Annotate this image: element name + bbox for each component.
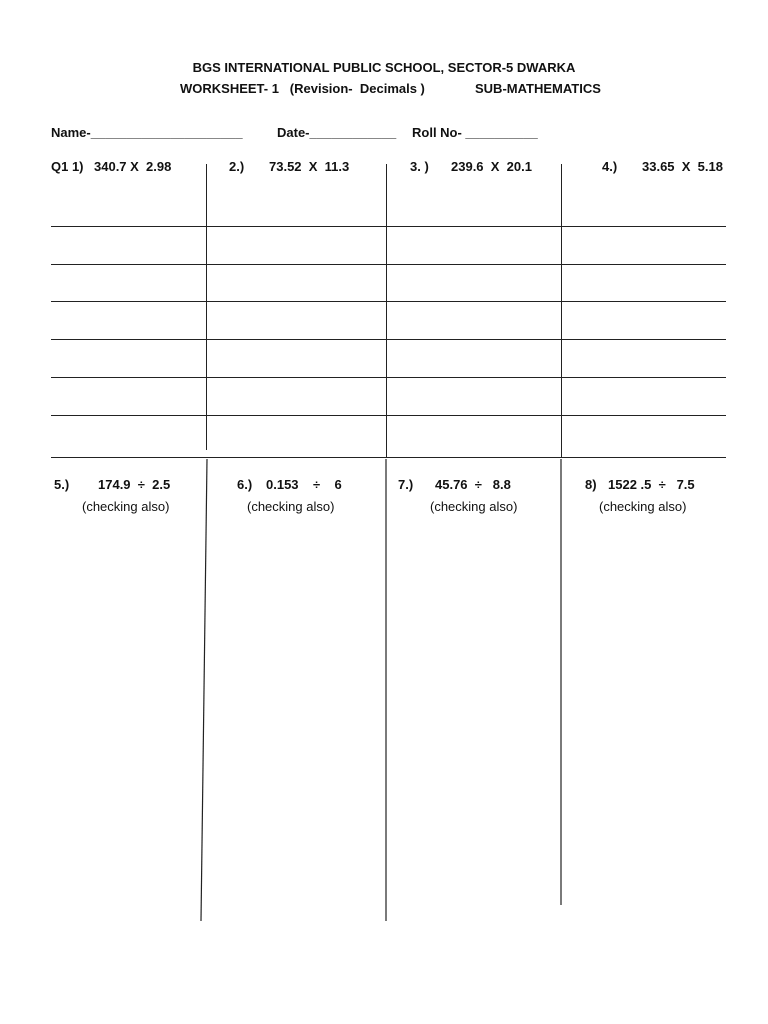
question-6-note: (checking also) xyxy=(247,499,335,514)
question-6-label: 6.) xyxy=(237,477,253,492)
column-divider xyxy=(201,459,207,921)
question-8-note: (checking also) xyxy=(599,499,687,514)
question-2-label: 2.) xyxy=(229,159,245,174)
question-4-problem: 33.65 X 5.18 xyxy=(642,159,723,174)
question-7-problem: 45.76 ÷ 8.8 xyxy=(435,477,511,492)
name-field: Name-_____________________ xyxy=(51,125,243,140)
worksheet-title: WORKSHEET- 1 (Revision- Decimals ) xyxy=(180,81,425,96)
question-1-label: Q1 1) xyxy=(51,159,84,174)
roll-no-field: Roll No- __________ xyxy=(412,125,538,140)
question-7-note: (checking also) xyxy=(430,499,518,514)
subject-title: SUB-MATHEMATICS xyxy=(475,81,601,96)
question-3-label: 3. ) xyxy=(410,159,429,174)
question-5-label: 5.) xyxy=(54,477,70,492)
school-title: BGS INTERNATIONAL PUBLIC SCHOOL, SECTOR-5 DWARKA xyxy=(192,60,576,75)
question-5-note: (checking also) xyxy=(82,499,170,514)
question-3-problem: 239.6 X 20.1 xyxy=(451,159,532,174)
question-5-problem: 174.9 ÷ 2.5 xyxy=(98,477,171,492)
question-1-problem: 340.7 X 2.98 xyxy=(94,159,172,174)
date-field: Date-____________ xyxy=(277,125,397,140)
question-7-label: 7.) xyxy=(398,477,414,492)
question-6-problem: 0.153 ÷ 6 xyxy=(266,477,342,492)
question-8-label: 8) xyxy=(585,477,597,492)
question-4-label: 4.) xyxy=(602,159,618,174)
question-2-problem: 73.52 X 11.3 xyxy=(269,159,350,174)
question-8-problem: 1522 .5 ÷ 7.5 xyxy=(608,477,695,492)
